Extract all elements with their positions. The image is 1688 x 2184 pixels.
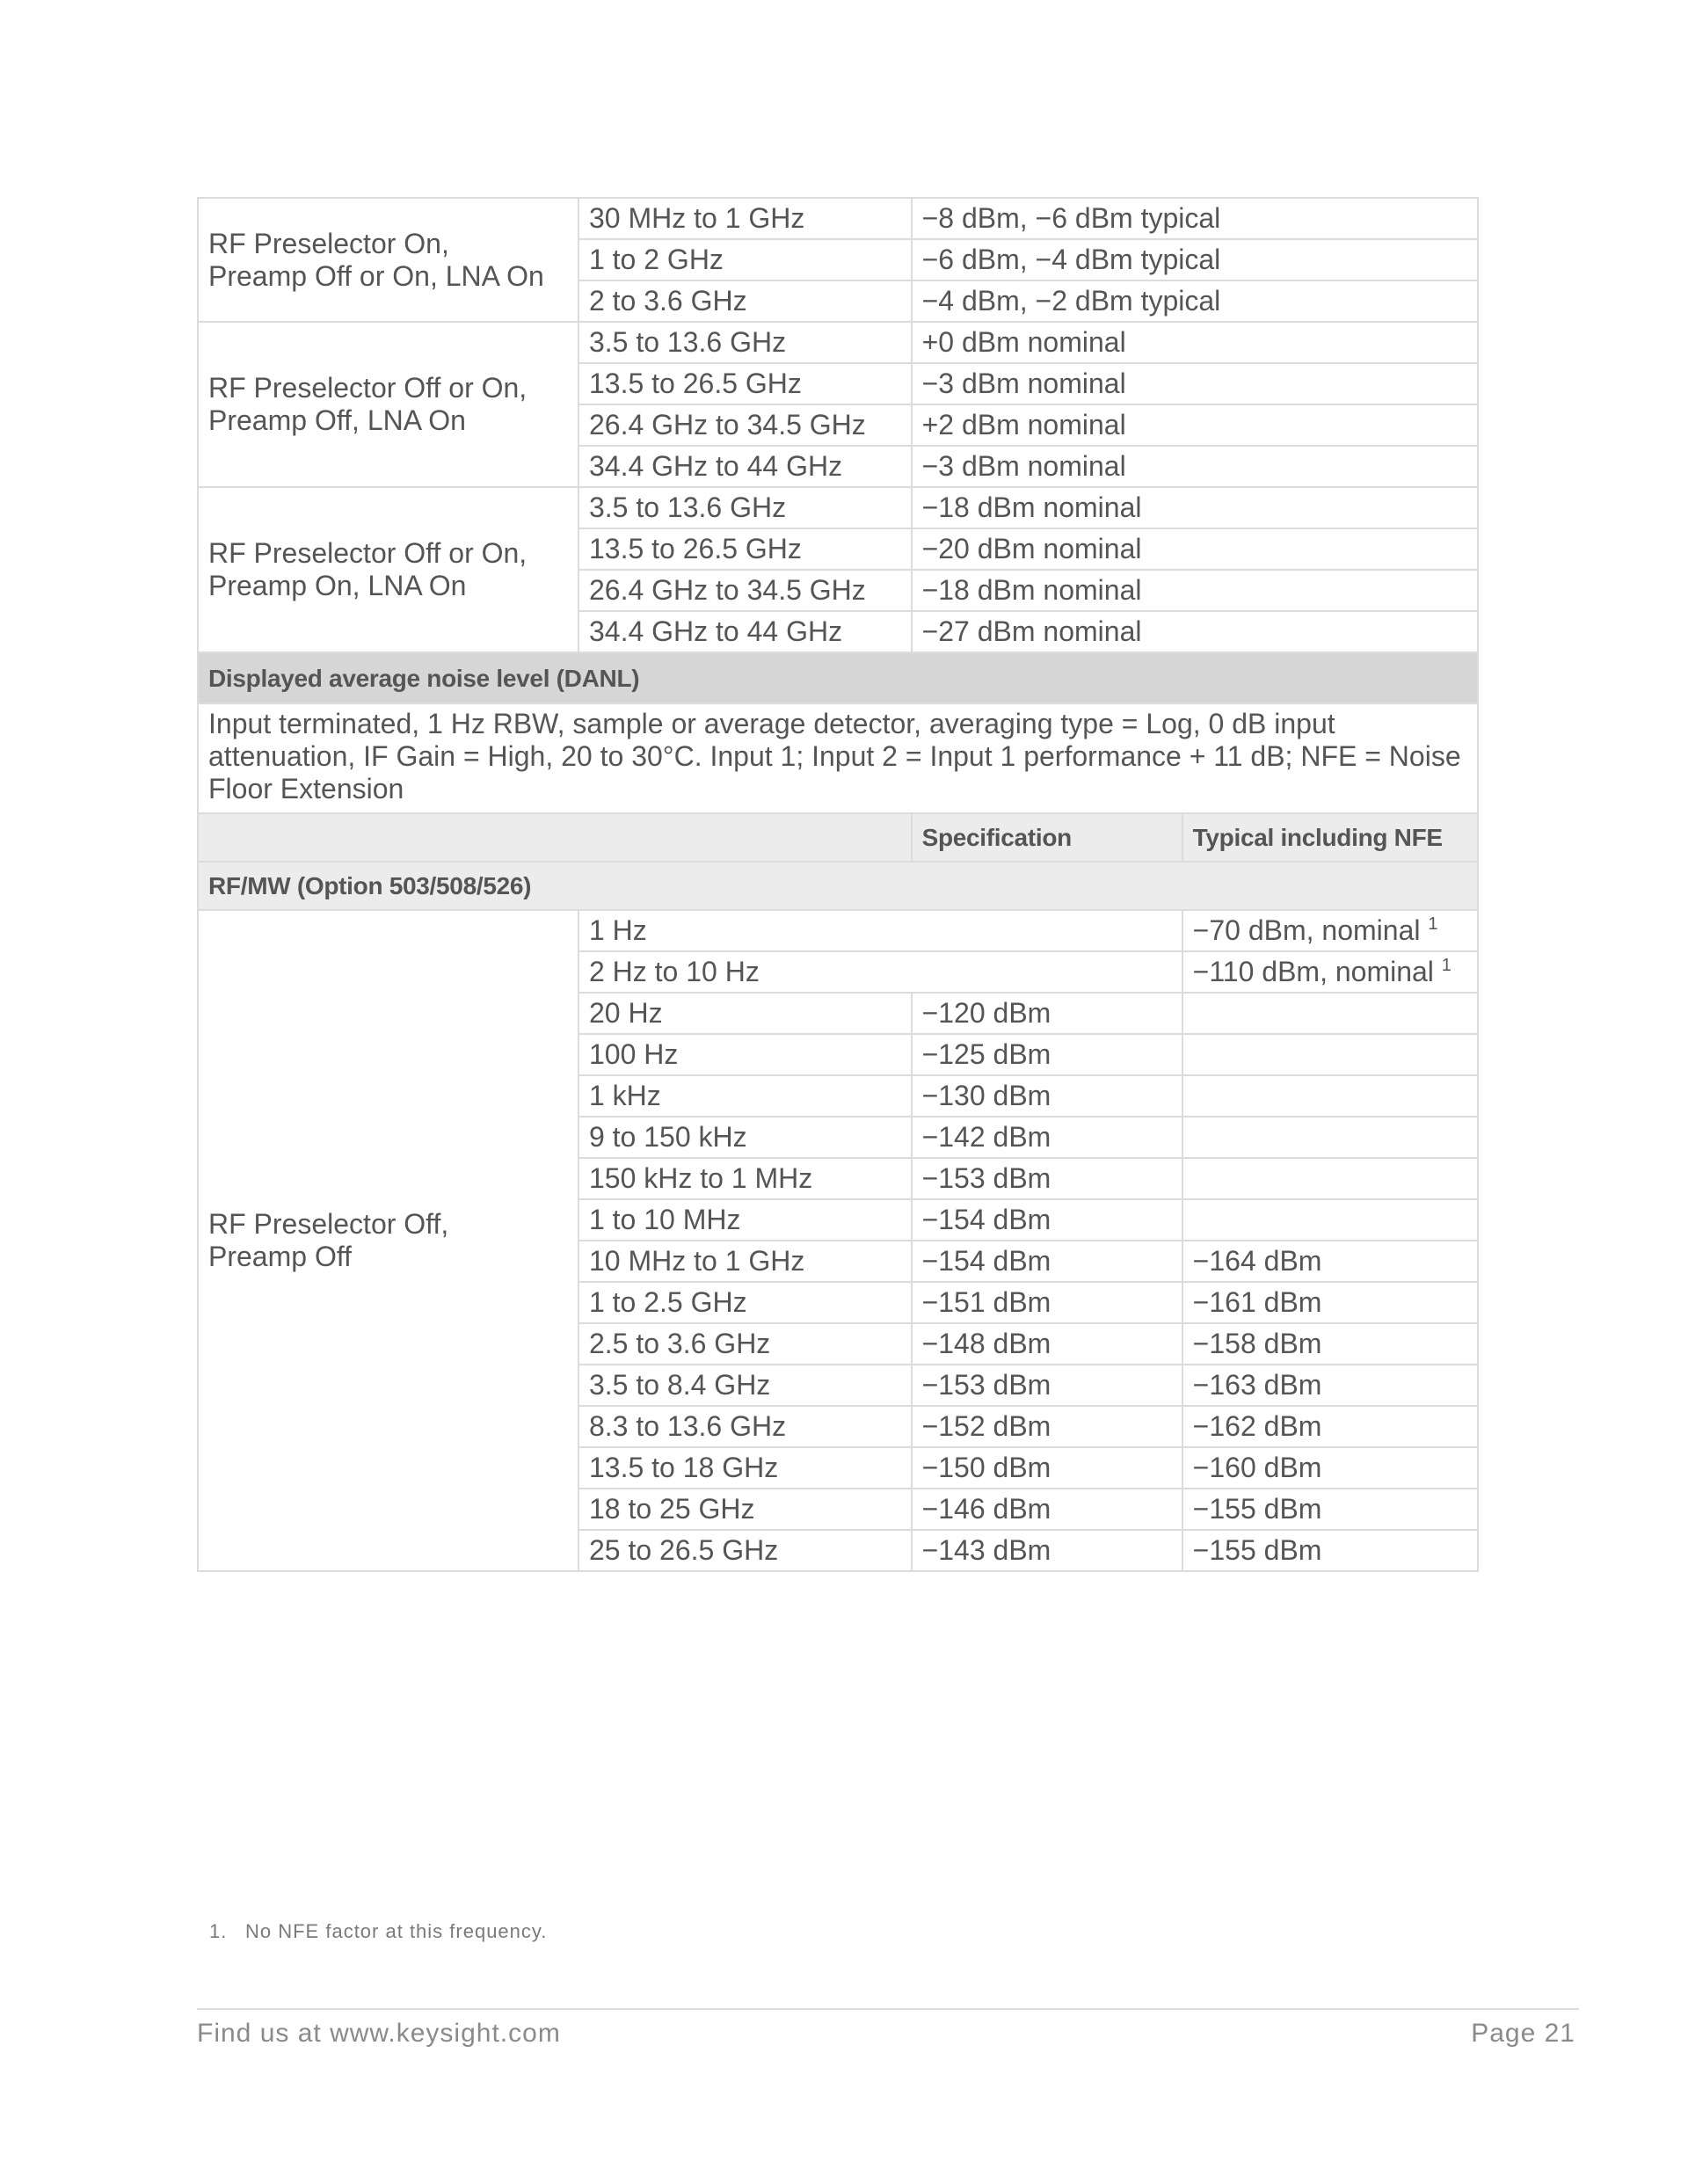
frequency-cell: 3.5 to 13.6 GHz (578, 322, 912, 363)
column-header-blank (198, 813, 912, 862)
value-cell: +2 dBm nominal (912, 404, 1478, 446)
frequency-cell: 100 Hz (578, 1034, 912, 1075)
value-cell: −18 dBm nominal (912, 487, 1478, 528)
condition-cell: RF Preselector Off or On, Preamp On, LNA On (198, 487, 578, 652)
frequency-cell: 1 Hz (578, 910, 1182, 951)
spec-cell: −152 dBm (912, 1406, 1182, 1447)
spec-cell: −146 dBm (912, 1489, 1182, 1530)
value-cell: −20 dBm nominal (912, 528, 1478, 570)
spec-cell: −153 dBm (912, 1365, 1182, 1406)
frequency-cell: 3.5 to 13.6 GHz (578, 487, 912, 528)
spec-cell: −142 dBm (912, 1117, 1182, 1158)
frequency-cell: 3.5 to 8.4 GHz (578, 1365, 912, 1406)
frequency-cell: 2.5 to 3.6 GHz (578, 1323, 912, 1365)
section-header-row (198, 652, 1478, 703)
typical-cell: −110 dBm, nominal $^1$ (1182, 951, 1478, 993)
conditions-row (198, 703, 1478, 813)
footer-divider (197, 2008, 1579, 2010)
column-header-row (198, 813, 1478, 862)
frequency-cell: 26.4 GHz to 34.5 GHz (578, 570, 912, 611)
conditions-text: Input terminated, 1 Hz RBW, sample or average detector, averaging type = Log, 0 dB input attenuation, IF Gain = High, 20 to 30°C. Input 1; Input 2 = Input 1 performance + 11 dB; NFE = Noise Floor Extension (198, 703, 1478, 813)
table-row (198, 198, 1478, 239)
value-cell: −27 dBm nominal (912, 611, 1478, 652)
subsection-title: RF/MW (Option 503/508/526) (198, 862, 1478, 910)
spec-table (197, 197, 1479, 1572)
value-cell: −3 dBm nominal (912, 363, 1478, 404)
frequency-cell: 13.5 to 26.5 GHz (578, 363, 912, 404)
frequency-cell: 9 to 150 kHz (578, 1117, 912, 1158)
frequency-cell: 1 to 10 MHz (578, 1199, 912, 1241)
typical-cell: −161 dBm (1182, 1282, 1478, 1323)
spec-cell: −130 dBm (912, 1075, 1182, 1117)
table-row (198, 322, 1478, 363)
typical-cell: −70 dBm, nominal $^1$ (1182, 910, 1478, 951)
spec-cell: −148 dBm (912, 1323, 1182, 1365)
column-header-typical: Typical including NFE (1182, 813, 1478, 862)
frequency-cell: 13.5 to 18 GHz (578, 1447, 912, 1489)
typical-cell (1182, 1075, 1478, 1117)
footnote-ref: 1 (1441, 956, 1452, 975)
spec-cell: −154 dBm (912, 1199, 1182, 1241)
frequency-cell: 8.3 to 13.6 GHz (578, 1406, 912, 1447)
value-cell: −4 dBm, −2 dBm typical (912, 280, 1478, 322)
frequency-cell: 30 MHz to 1 GHz (578, 198, 912, 239)
frequency-cell: 150 kHz to 1 MHz (578, 1158, 912, 1199)
typical-cell: −162 dBm (1182, 1406, 1478, 1447)
frequency-cell: 1 kHz (578, 1075, 912, 1117)
spec-cell: −120 dBm (912, 993, 1182, 1034)
frequency-cell: 20 Hz (578, 993, 912, 1034)
typical-cell (1182, 1199, 1478, 1241)
footnote-number: 1. (209, 1920, 228, 1942)
column-header-specification: Specification (912, 813, 1182, 862)
value-cell: −8 dBm, −6 dBm typical (912, 198, 1478, 239)
condition-cell: RF Preselector On, Preamp Off or On, LNA On (198, 198, 578, 322)
condition-cell: RF Preselector Off or On, Preamp Off, LNA On (198, 322, 578, 487)
frequency-cell: 1 to 2 GHz (578, 239, 912, 280)
footnote-text: No NFE factor at this frequency. (245, 1920, 548, 1942)
table-row (198, 487, 1478, 528)
typical-cell (1182, 1034, 1478, 1075)
typical-cell: −158 dBm (1182, 1323, 1478, 1365)
spec-cell: −125 dBm (912, 1034, 1182, 1075)
spec-cell: −151 dBm (912, 1282, 1182, 1323)
frequency-cell: 18 to 25 GHz (578, 1489, 912, 1530)
spec-cell: −150 dBm (912, 1447, 1182, 1489)
subsection-row (198, 862, 1478, 910)
frequency-cell: 34.4 GHz to 44 GHz (578, 611, 912, 652)
typical-cell (1182, 1117, 1478, 1158)
value-cell: −6 dBm, −4 dBm typical (912, 239, 1478, 280)
frequency-cell: 13.5 to 26.5 GHz (578, 528, 912, 570)
value-cell: −3 dBm nominal (912, 446, 1478, 487)
frequency-cell: 10 MHz to 1 GHz (578, 1241, 912, 1282)
spec-cell: −154 dBm (912, 1241, 1182, 1282)
typical-cell: −160 dBm (1182, 1447, 1478, 1489)
typical-cell: −164 dBm (1182, 1241, 1478, 1282)
spec-cell: −143 dBm (912, 1530, 1182, 1571)
typical-cell (1182, 1158, 1478, 1199)
frequency-cell: 25 to 26.5 GHz (578, 1530, 912, 1571)
typical-cell: −155 dBm (1182, 1530, 1478, 1571)
frequency-cell: 2 Hz to 10 Hz (578, 951, 1182, 993)
value-cell: +0 dBm nominal (912, 322, 1478, 363)
spec-cell: −153 dBm (912, 1158, 1182, 1199)
frequency-cell: 1 to 2.5 GHz (578, 1282, 912, 1323)
frequency-cell: 34.4 GHz to 44 GHz (578, 446, 912, 487)
frequency-cell: 26.4 GHz to 34.5 GHz (578, 404, 912, 446)
footnote-ref: 1 (1428, 914, 1438, 934)
typical-cell: −163 dBm (1182, 1365, 1478, 1406)
typical-cell: −155 dBm (1182, 1489, 1478, 1530)
footer-website: Find us at www.keysight.com (197, 2019, 561, 2048)
table-row (198, 910, 1478, 951)
condition-cell: RF Preselector Off, Preamp Off (198, 910, 578, 1571)
footnote (209, 1920, 547, 1943)
typical-cell (1182, 993, 1478, 1034)
section-title: Displayed average noise level (DANL) (198, 652, 1478, 703)
page-number: Page 21 (1471, 2019, 1575, 2048)
value-cell: −18 dBm nominal (912, 570, 1478, 611)
frequency-cell: 2 to 3.6 GHz (578, 280, 912, 322)
